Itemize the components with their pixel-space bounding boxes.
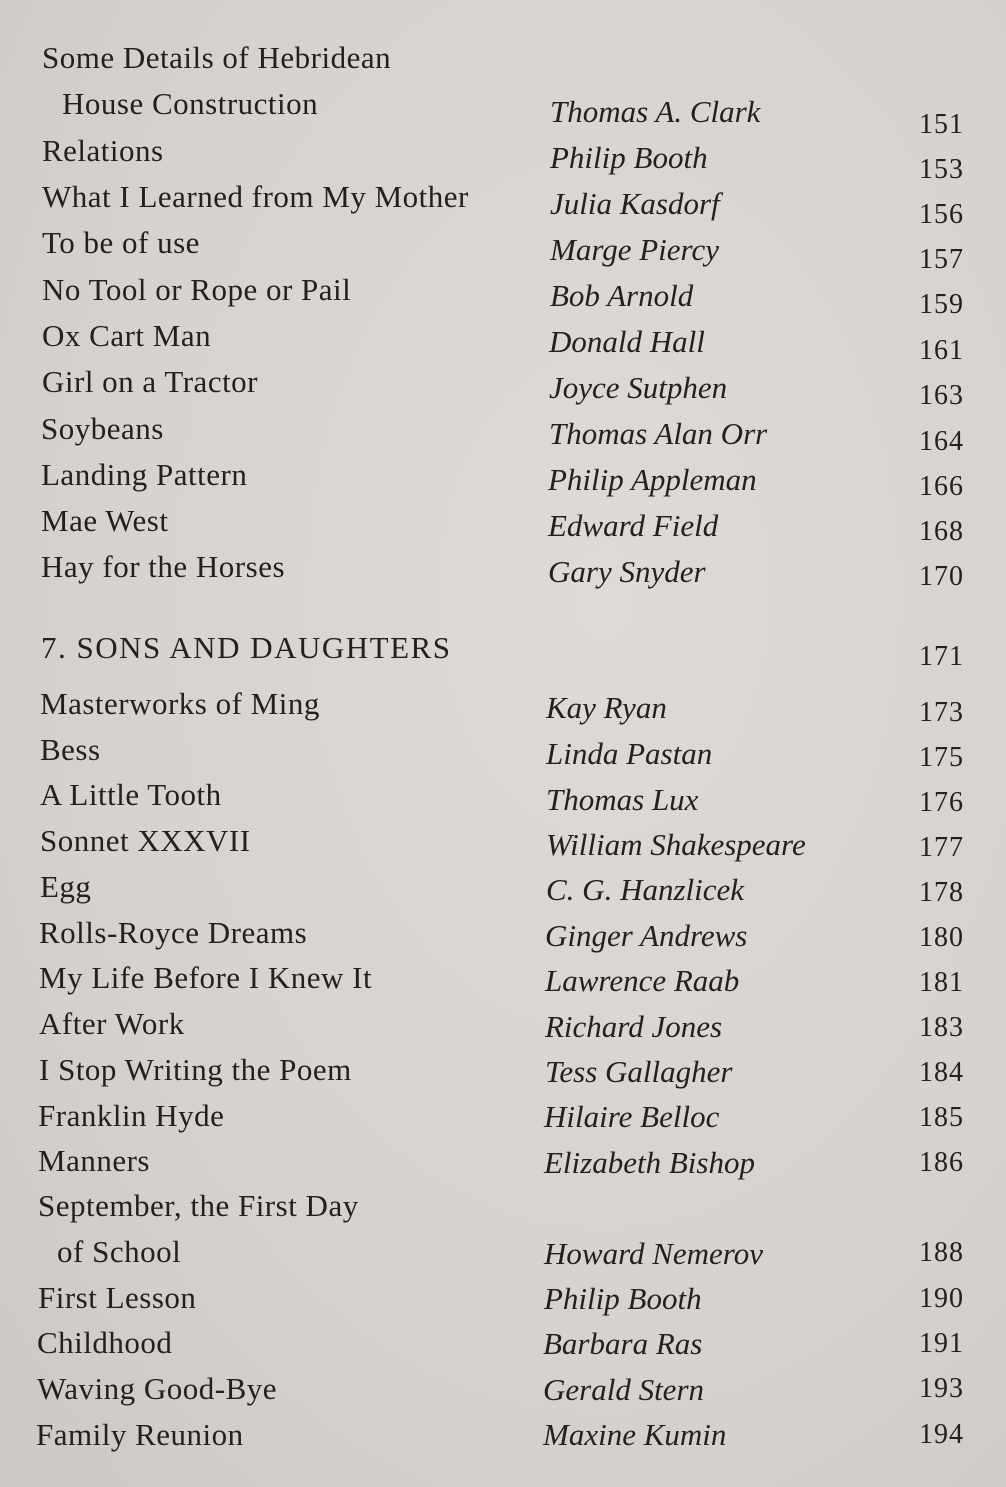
- entry-title-continued: of School: [57, 1234, 182, 1269]
- entry-page: 173: [919, 697, 964, 728]
- entry-page: 164: [919, 426, 964, 457]
- entry-title: After Work: [39, 1006, 185, 1041]
- entry-page: 183: [919, 1012, 964, 1043]
- section-page: 171: [919, 641, 964, 672]
- entry-title: Landing Pattern: [41, 457, 248, 492]
- entry-title: No Tool or Rope or Pail: [42, 272, 352, 307]
- entry-title: Some Details of Hebridean: [42, 40, 392, 75]
- entry-author: Ginger Andrews: [545, 918, 748, 953]
- entry-author: Elizabeth Bishop: [544, 1145, 755, 1180]
- entry-title: Rolls-Royce Dreams: [39, 915, 308, 950]
- entry-author: William Shakespeare: [546, 827, 806, 862]
- entry-author: Kay Ryan: [546, 690, 667, 725]
- entry-page: 190: [919, 1283, 964, 1314]
- entry-page: 184: [919, 1057, 964, 1088]
- entry-author: Barbara Ras: [543, 1326, 703, 1361]
- entry-author: Marge Piercy: [550, 232, 719, 267]
- entry-author: Gary Snyder: [548, 554, 706, 589]
- entry-page: 156: [919, 199, 964, 230]
- entry-author: Hilaire Belloc: [544, 1099, 720, 1134]
- entry-title: Ox Cart Man: [42, 318, 212, 353]
- entry-title: Masterworks of Ming: [40, 686, 320, 721]
- entry-page: 175: [919, 742, 964, 773]
- entry-page: 191: [919, 1328, 964, 1359]
- entry-title: What I Learned from My Mother: [42, 179, 469, 214]
- entry-page: 159: [919, 289, 964, 320]
- entry-author: Gerald Stern: [543, 1372, 705, 1407]
- entry-title: Egg: [40, 869, 92, 904]
- section-heading: 7. SONS AND DAUGHTERS: [41, 630, 452, 665]
- entry-author: Thomas Lux: [546, 782, 699, 817]
- entry-title: A Little Tooth: [40, 777, 222, 812]
- entry-page: 178: [919, 877, 964, 908]
- entry-title-continued: House Construction: [62, 86, 319, 121]
- entry-author: Howard Nemerov: [544, 1236, 763, 1271]
- entry-page: 186: [919, 1147, 964, 1178]
- entry-page: 170: [919, 561, 964, 592]
- entry-page: 161: [919, 335, 964, 366]
- entry-title: First Lesson: [38, 1280, 197, 1315]
- entry-title: Waving Good-Bye: [37, 1371, 278, 1406]
- entry-page: 153: [919, 154, 964, 185]
- entry-author: Donald Hall: [549, 324, 705, 359]
- entry-author: Philip Appleman: [548, 462, 757, 497]
- entry-title: Hay for the Horses: [41, 549, 286, 584]
- entry-author: Richard Jones: [545, 1009, 723, 1044]
- entry-page: 177: [919, 832, 964, 863]
- entry-page: 168: [919, 516, 964, 547]
- entry-author: Lawrence Raab: [545, 963, 740, 998]
- entry-title: Family Reunion: [36, 1417, 244, 1452]
- entry-title: Relations: [42, 133, 164, 168]
- entry-title: Franklin Hyde: [38, 1098, 225, 1133]
- entry-author: Edward Field: [548, 508, 719, 543]
- entry-page: 193: [919, 1373, 964, 1404]
- entry-page: 163: [919, 380, 964, 411]
- entry-author: Julia Kasdorf: [550, 186, 720, 221]
- entry-author: Joyce Sutphen: [549, 370, 728, 405]
- entry-page: 166: [919, 471, 964, 502]
- entry-author: Philip Booth: [550, 140, 708, 175]
- entry-author: Philip Booth: [544, 1281, 702, 1316]
- entry-author: Bob Arnold: [550, 278, 694, 313]
- entry-author: Maxine Kumin: [543, 1417, 727, 1452]
- entry-title: I Stop Writing the Poem: [39, 1052, 352, 1087]
- entry-title: Girl on a Tractor: [42, 364, 259, 399]
- entry-title: Childhood: [37, 1325, 173, 1360]
- entry-title: Bess: [40, 732, 101, 767]
- entry-page: 185: [919, 1102, 964, 1133]
- entry-title: Sonnet XXXVII: [40, 823, 251, 858]
- entry-page: 194: [919, 1419, 964, 1450]
- entry-page: 157: [919, 244, 964, 275]
- entry-author: C. G. Hanzlicek: [546, 872, 745, 907]
- entry-page: 181: [919, 967, 964, 998]
- entry-title: My Life Before I Knew It: [39, 960, 373, 995]
- entry-author: Linda Pastan: [546, 736, 713, 771]
- entry-author: Thomas A. Clark: [550, 94, 761, 129]
- entry-author: Thomas Alan Orr: [549, 416, 768, 451]
- entry-page: 151: [919, 109, 964, 140]
- entry-page: 180: [919, 922, 964, 953]
- entry-page: 176: [919, 787, 964, 818]
- entry-title: Manners: [38, 1143, 150, 1178]
- entry-title: September, the First Day: [38, 1188, 359, 1223]
- entry-page: 188: [919, 1237, 964, 1268]
- entry-title: Mae West: [41, 503, 169, 538]
- entry-title: To be of use: [42, 225, 200, 260]
- entry-title: Soybeans: [41, 411, 164, 446]
- entry-author: Tess Gallagher: [545, 1054, 733, 1089]
